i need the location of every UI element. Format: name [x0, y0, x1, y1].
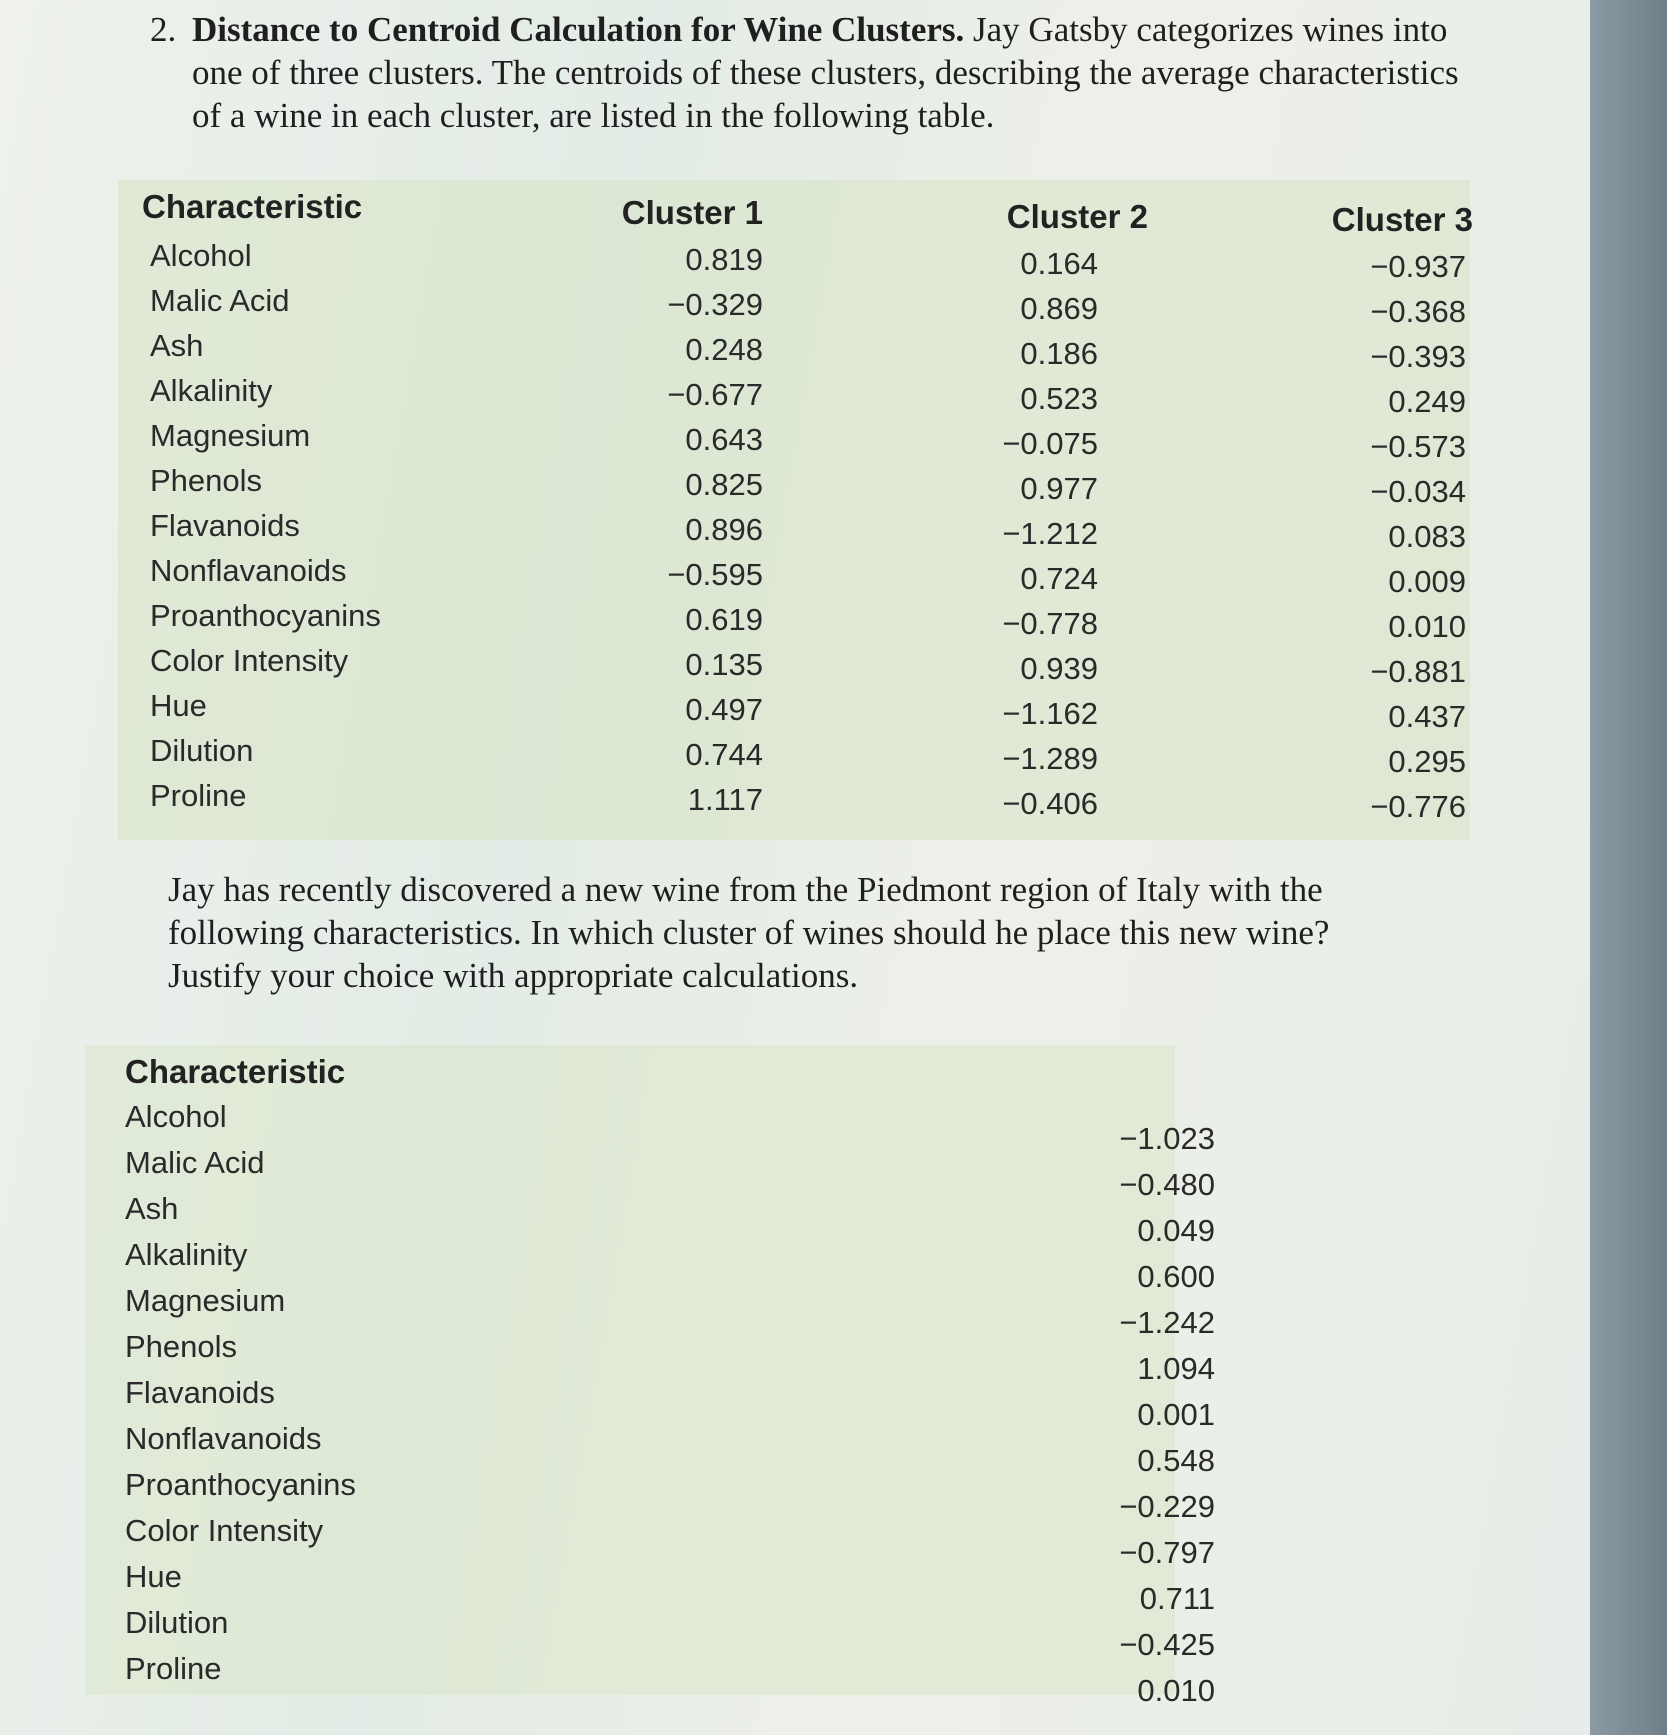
centroid-cell-c2: 0.977 — [1020, 471, 1098, 506]
new-wine-value: −0.425 — [1119, 1627, 1215, 1662]
centroid-row-label: Ash — [150, 328, 204, 363]
centroid-row-label: Proline — [150, 778, 247, 813]
centroid-row-label: Hue — [150, 688, 207, 723]
new-wine-value: −1.242 — [1119, 1305, 1215, 1340]
new-wine-row-label: Proanthocyanins — [125, 1467, 356, 1502]
new-wine-row-label: Ash — [125, 1191, 179, 1226]
centroid-cell-c3: −0.881 — [1370, 654, 1466, 689]
new-wine-row-label: Dilution — [125, 1605, 229, 1640]
centroid-cell-c3: 0.083 — [1388, 519, 1466, 554]
centroid-cell-c2: 0.724 — [1020, 561, 1098, 596]
centroid-row-label: Alkalinity — [150, 373, 273, 408]
new-wine-value: −1.023 — [1119, 1121, 1215, 1156]
problem-number: 2. — [150, 10, 177, 49]
centroid-cell-c3: −0.776 — [1370, 789, 1466, 824]
centroid-cell-c2: 0.164 — [1020, 246, 1098, 281]
centroid-cell-c3: −0.034 — [1370, 474, 1466, 509]
new-wine-row-label: Flavanoids — [125, 1375, 275, 1410]
centroid-cell-c2: 0.939 — [1020, 651, 1098, 686]
centroid-row-label: Color Intensity — [150, 643, 349, 678]
page-edge-shadow — [1590, 0, 1667, 1735]
new-wine-value: 1.094 — [1137, 1351, 1215, 1386]
centroid-cell-c1: 0.497 — [685, 692, 763, 727]
problem-intro: Jay Gatsby categorizes wines into one of three clusters. The centroids of these clusters, describing the average characteristics of a wine in each cluster, are listed in the following table. — [192, 10, 1459, 135]
centroid-cell-c2: 0.186 — [1020, 336, 1098, 371]
new-wine-row-label: Alcohol — [125, 1099, 227, 1134]
header-characteristic: Characteristic — [142, 188, 363, 225]
centroid-cell-c3: −0.368 — [1370, 294, 1466, 329]
centroid-row-label: Flavanoids — [150, 508, 300, 543]
new-wine-row-label: Alkalinity — [125, 1237, 248, 1272]
new-wine-value: 0.600 — [1137, 1259, 1215, 1294]
new-wine-value: −0.797 — [1119, 1535, 1215, 1570]
centroid-cell-c1: 0.819 — [685, 242, 763, 277]
new-wine-value: 0.548 — [1137, 1443, 1215, 1478]
header-characteristic: Characteristic — [125, 1053, 346, 1090]
centroid-table — [118, 180, 1473, 840]
centroid-row-label: Proanthocyanins — [150, 598, 381, 633]
new-wine-value: −0.480 — [1119, 1167, 1215, 1202]
centroid-cell-c3: 0.009 — [1388, 564, 1466, 599]
centroid-cell-c3: 0.010 — [1388, 609, 1466, 644]
centroid-row-label: Phenols — [150, 463, 263, 498]
new-wine-row-label: Nonflavanoids — [125, 1421, 322, 1456]
centroid-cell-c1: 0.248 — [685, 332, 763, 367]
problem-title: Distance to Centroid Calculation for Wine Clusters. — [192, 10, 965, 49]
centroid-cell-c2: −0.075 — [1002, 426, 1098, 461]
new-wine-row-label: Malic Acid — [125, 1145, 265, 1180]
centroid-cell-c3: 0.249 — [1388, 384, 1466, 419]
centroid-cell-c2: −1.162 — [1002, 696, 1098, 731]
new-wine-row-label: Proline — [125, 1651, 222, 1686]
centroid-cell-c1: 0.896 — [685, 512, 763, 547]
centroid-cell-c2: −1.212 — [1002, 516, 1098, 551]
new-wine-value: −0.229 — [1119, 1489, 1215, 1524]
centroid-cell-c2: −1.289 — [1002, 741, 1098, 776]
new-wine-value: 0.001 — [1137, 1397, 1215, 1432]
new-wine-row-label: Magnesium — [125, 1283, 286, 1318]
centroid-cell-c1: 0.619 — [685, 602, 763, 637]
centroid-row-label: Dilution — [150, 733, 254, 768]
problem-statement — [150, 8, 1460, 137]
question-prompt: Jay has recently discovered a new wine from the Piedmont region of Italy with the following characteristics. In which cluster of wines should he place this new wine? Justify your choice with appropriate calculations. — [168, 870, 1330, 995]
new-wine-value: 0.049 — [1137, 1213, 1215, 1248]
centroid-cell-c2: −0.778 — [1002, 606, 1098, 641]
new-wine-table — [85, 1045, 1215, 1708]
centroid-cell-c3: −0.573 — [1370, 429, 1466, 464]
header-cluster-1: Cluster 1 — [621, 194, 763, 231]
new-wine-value: 0.711 — [1139, 1581, 1215, 1616]
centroid-cell-c3: 0.295 — [1388, 744, 1466, 779]
centroid-cell-c1: −0.677 — [667, 377, 763, 412]
centroid-cell-c3: −0.393 — [1370, 339, 1466, 374]
centroid-cell-c1: 0.643 — [685, 422, 763, 457]
centroid-cell-c1: −0.329 — [667, 287, 763, 322]
centroid-cell-c3: 0.437 — [1388, 699, 1466, 734]
centroid-cell-c1: 0.825 — [685, 467, 763, 502]
new-wine-row-label: Color Intensity — [125, 1513, 324, 1548]
centroid-row-label: Malic Acid — [150, 283, 290, 318]
centroid-row-label: Alcohol — [150, 238, 252, 273]
new-wine-value: 0.010 — [1137, 1673, 1215, 1708]
header-cluster-2: Cluster 2 — [1006, 198, 1148, 235]
centroid-cell-c1: 0.135 — [685, 647, 763, 682]
new-wine-row-label: Phenols — [125, 1329, 238, 1364]
centroid-cell-c1: −0.595 — [667, 557, 763, 592]
header-cluster-3: Cluster 3 — [1331, 201, 1473, 238]
centroid-row-label: Magnesium — [150, 418, 311, 453]
new-wine-row-label: Hue — [125, 1559, 182, 1594]
centroid-cell-c2: 0.523 — [1020, 381, 1098, 416]
centroid-cell-c1: 1.117 — [687, 782, 763, 817]
centroid-row-label: Nonflavanoids — [150, 553, 347, 588]
centroid-cell-c2: 0.869 — [1020, 291, 1098, 326]
centroid-cell-c3: −0.937 — [1370, 249, 1466, 284]
centroid-cell-c2: −0.406 — [1002, 786, 1098, 821]
centroid-cell-c1: 0.744 — [685, 737, 763, 772]
